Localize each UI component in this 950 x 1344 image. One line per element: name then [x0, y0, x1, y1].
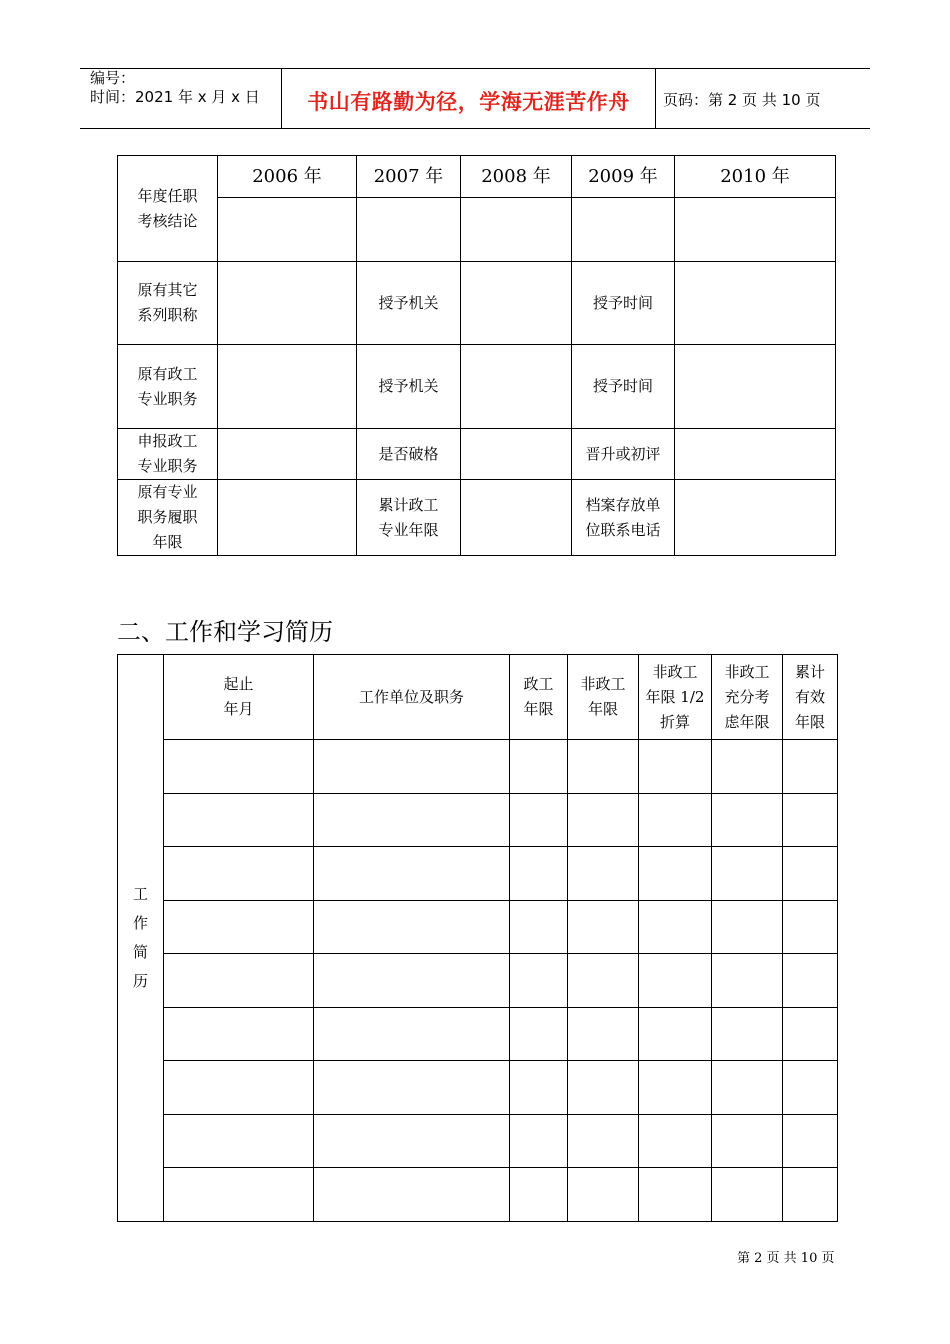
table-cell[interactable]	[314, 901, 510, 954]
table-cell[interactable]	[712, 1115, 783, 1168]
table-cell[interactable]	[314, 794, 510, 847]
cumulative-years-value[interactable]	[461, 480, 572, 556]
table-cell[interactable]	[712, 1008, 783, 1061]
political-post-value[interactable]	[218, 345, 357, 429]
table-cell[interactable]	[783, 954, 838, 1008]
table-cell[interactable]	[712, 901, 783, 954]
table-cell[interactable]	[568, 901, 639, 954]
table-cell[interactable]	[510, 794, 568, 847]
table-row	[118, 740, 838, 794]
work-history-table	[117, 654, 838, 1222]
other-title-label: 原有其它 系列职称	[118, 262, 218, 345]
annual-assessment-label: 年度任职 考核结论	[118, 156, 218, 262]
table-cell[interactable]	[639, 740, 712, 794]
column-header: 工作单位及职务	[314, 655, 510, 740]
table-cell[interactable]	[783, 847, 838, 901]
table-cell[interactable]	[568, 1115, 639, 1168]
archive-contact-value[interactable]	[675, 480, 836, 556]
table-cell[interactable]	[314, 1008, 510, 1061]
assessment-cell[interactable]	[461, 198, 572, 262]
year-header: 2006 年	[218, 156, 357, 198]
table-cell[interactable]	[164, 740, 314, 794]
assessment-cell[interactable]	[357, 198, 461, 262]
table-cell[interactable]	[639, 901, 712, 954]
header-divider	[655, 68, 656, 128]
table-row	[118, 847, 838, 901]
table-row	[118, 1008, 838, 1061]
table-row	[118, 901, 838, 954]
table-cell[interactable]	[712, 1168, 783, 1222]
table-cell[interactable]	[712, 954, 783, 1008]
table-cell[interactable]	[712, 740, 783, 794]
table-cell[interactable]	[510, 1008, 568, 1061]
granting-time-value[interactable]	[675, 345, 836, 429]
column-header: 非政工 年限	[568, 655, 639, 740]
table-row	[118, 1061, 838, 1115]
table-cell[interactable]	[314, 1168, 510, 1222]
table-cell[interactable]	[164, 1168, 314, 1222]
document-number-label: 编号：	[90, 69, 136, 87]
table-cell[interactable]	[568, 740, 639, 794]
table-cell[interactable]	[639, 1168, 712, 1222]
table-cell[interactable]	[712, 847, 783, 901]
table-row	[118, 1168, 838, 1222]
table-cell[interactable]	[783, 901, 838, 954]
table-cell[interactable]	[783, 1115, 838, 1168]
table-cell[interactable]	[164, 1061, 314, 1115]
column-header: 起止 年月	[164, 655, 314, 740]
column-header: 累计 有效 年限	[783, 655, 838, 740]
political-post-label: 原有政工 专业职务	[118, 345, 218, 429]
table-cell[interactable]	[783, 1061, 838, 1115]
granting-time-value[interactable]	[675, 262, 836, 345]
year-header: 2010 年	[675, 156, 836, 198]
other-title-value[interactable]	[218, 262, 357, 345]
exceptional-label: 是否破格	[357, 429, 461, 480]
promotion-type-label: 晋升或初评	[572, 429, 675, 480]
table-cell[interactable]	[568, 1008, 639, 1061]
table-cell[interactable]	[510, 954, 568, 1008]
table-cell[interactable]	[510, 1061, 568, 1115]
assessment-cell[interactable]	[572, 198, 675, 262]
table-cell[interactable]	[783, 1008, 838, 1061]
column-header: 非政工 年限 1/2 折算	[639, 655, 712, 740]
assessment-cell[interactable]	[675, 198, 836, 262]
table-cell[interactable]	[783, 1168, 838, 1222]
work-history-side-label: 工 作 简 历	[118, 655, 164, 1222]
table-cell[interactable]	[510, 901, 568, 954]
assessment-cell[interactable]	[218, 198, 357, 262]
tenure-years-value[interactable]	[218, 480, 357, 556]
table-cell[interactable]	[164, 1008, 314, 1061]
footer-page-number: 第 2 页 共 10 页	[737, 1251, 835, 1266]
table-cell[interactable]	[639, 847, 712, 901]
table-cell[interactable]	[510, 847, 568, 901]
header-meta	[90, 69, 260, 107]
granting-authority-value[interactable]	[461, 262, 572, 345]
table-cell[interactable]	[314, 740, 510, 794]
section-title: 二、工作和学习简历	[117, 618, 333, 646]
table-cell[interactable]	[568, 847, 639, 901]
table-cell[interactable]	[783, 794, 838, 847]
column-header: 非政工 充分考 虑年限	[712, 655, 783, 740]
table-cell[interactable]	[568, 1061, 639, 1115]
year-header: 2007 年	[357, 156, 461, 198]
table-cell[interactable]	[164, 1115, 314, 1168]
table-cell[interactable]	[164, 901, 314, 954]
header-motto: 书山有路勤为径，学海无涯苦作舟	[307, 90, 630, 114]
granting-authority-value[interactable]	[461, 345, 572, 429]
table-cell[interactable]	[314, 1061, 510, 1115]
applied-post-value[interactable]	[218, 429, 357, 480]
table-cell[interactable]	[314, 1115, 510, 1168]
table-cell[interactable]	[712, 1061, 783, 1115]
granting-time-label: 授予时间	[572, 345, 675, 429]
qualification-table	[117, 155, 836, 556]
table-cell[interactable]	[568, 794, 639, 847]
granting-authority-label: 授予机关	[357, 345, 461, 429]
exceptional-value[interactable]	[461, 429, 572, 480]
granting-authority-label: 授予机关	[357, 262, 461, 345]
table-cell[interactable]	[639, 1061, 712, 1115]
promotion-type-value[interactable]	[675, 429, 836, 480]
granting-time-label: 授予时间	[572, 262, 675, 345]
cumulative-years-label: 累计政工 专业年限	[357, 480, 461, 556]
table-cell[interactable]	[164, 847, 314, 901]
table-cell[interactable]	[712, 794, 783, 847]
table-cell[interactable]	[510, 740, 568, 794]
table-cell[interactable]	[783, 740, 838, 794]
column-header: 政工 年限	[510, 655, 568, 740]
table-row	[118, 954, 838, 1008]
table-cell[interactable]	[568, 954, 639, 1008]
table-cell[interactable]	[639, 954, 712, 1008]
table-cell[interactable]	[639, 1008, 712, 1061]
header-page-number: 页码：第 2 页 共 10 页	[663, 91, 821, 109]
tenure-years-label: 原有专业 职务履职 年限	[118, 480, 218, 556]
table-cell[interactable]	[314, 954, 510, 1008]
table-cell[interactable]	[164, 954, 314, 1008]
header-bottom-rule	[80, 128, 870, 129]
table-cell[interactable]	[510, 1115, 568, 1168]
table-cell[interactable]	[639, 1115, 712, 1168]
table-cell[interactable]	[639, 794, 712, 847]
table-cell[interactable]	[568, 1168, 639, 1222]
archive-contact-label: 档案存放单 位联系电话	[572, 480, 675, 556]
applied-post-label: 申报政工 专业职务	[118, 429, 218, 480]
year-header: 2009 年	[572, 156, 675, 198]
table-cell[interactable]	[510, 1168, 568, 1222]
table-cell[interactable]	[164, 794, 314, 847]
document-date-label: 时间：2021 年 x 月 x 日	[90, 88, 260, 106]
table-row	[118, 794, 838, 847]
table-row	[118, 1115, 838, 1168]
table-cell[interactable]	[314, 847, 510, 901]
year-header: 2008 年	[461, 156, 572, 198]
